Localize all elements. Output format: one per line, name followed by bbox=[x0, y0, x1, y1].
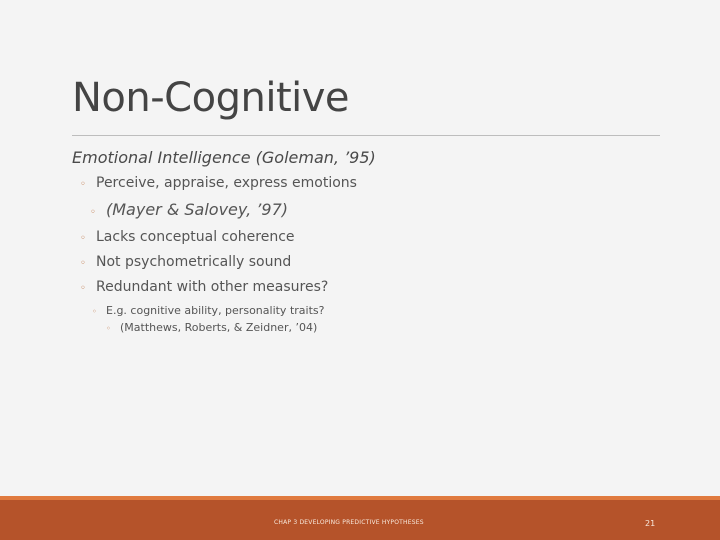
bullet-icon: ◦ bbox=[92, 307, 97, 316]
list-item-text: Perceive, appraise, express emotions bbox=[96, 175, 357, 191]
slide-body bbox=[72, 148, 672, 334]
list-item bbox=[80, 254, 672, 270]
slide-title: Non-Cognitive bbox=[72, 75, 350, 121]
heading-emotional-intelligence: Emotional Intelligence (Goleman, ’95) bbox=[72, 148, 376, 167]
sub-list-item-text: E.g. cognitive ability, personality traits? bbox=[106, 304, 325, 317]
list-item bbox=[90, 200, 672, 219]
list-item-text: Redundant with other measures? bbox=[96, 279, 329, 295]
sub-sub-list-item bbox=[106, 321, 672, 334]
list-item-text: Not psychometrically sound bbox=[96, 254, 292, 270]
footer-text: CHAP 3 DEVELOPING PREDICTIVE HYPOTHESES bbox=[274, 519, 424, 526]
list-item bbox=[80, 279, 672, 295]
sub-list-item bbox=[92, 304, 672, 317]
bullet-icon: ◦ bbox=[80, 233, 86, 244]
page-number: 21 bbox=[645, 519, 656, 528]
list-item bbox=[80, 175, 672, 191]
bullet-icon: ◦ bbox=[80, 283, 86, 294]
sub-sub-list-item-text: (Matthews, Roberts, & Zeidner, ’04) bbox=[120, 321, 318, 334]
list-item-text: Lacks conceptual coherence bbox=[96, 229, 295, 245]
bullet-icon: ◦ bbox=[106, 324, 111, 333]
list-item-text: (Mayer & Salovey, ’97) bbox=[106, 200, 288, 219]
bullet-icon: ◦ bbox=[80, 258, 86, 269]
title-divider bbox=[72, 135, 660, 136]
list-item bbox=[80, 229, 672, 245]
bullet-icon: ◦ bbox=[90, 207, 96, 218]
bullet-icon: ◦ bbox=[80, 179, 86, 190]
